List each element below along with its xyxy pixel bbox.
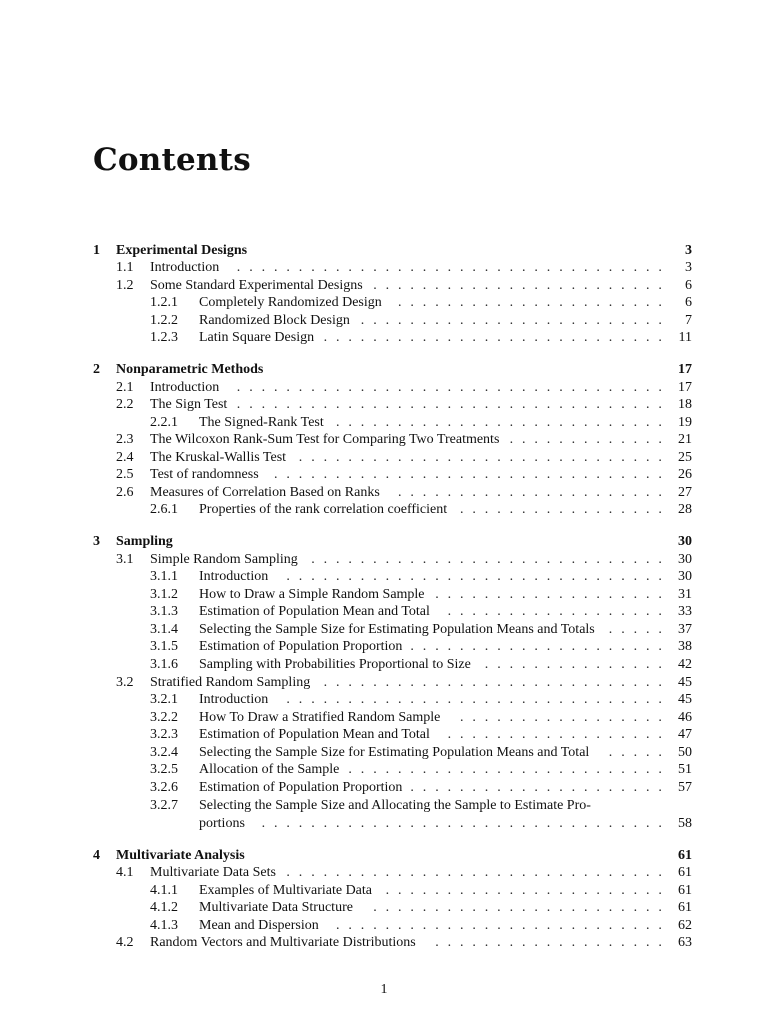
toc-entry-page: 63 bbox=[678, 935, 692, 950]
toc-entry-page: 30 bbox=[678, 534, 692, 549]
toc-entry[interactable] bbox=[0, 568, 768, 586]
toc-entry-title: Selecting the Sample Size for Estimating Population Means and Total bbox=[199, 745, 590, 760]
toc-entry-page: 17 bbox=[678, 380, 692, 395]
toc-dot-leader: ........................ bbox=[373, 900, 671, 915]
toc-entry[interactable] bbox=[0, 449, 768, 467]
toc-dot-leader: ..................... bbox=[410, 639, 671, 654]
toc-entry-title: Estimation of Population Mean and Total bbox=[199, 727, 430, 742]
toc-entry-title: Properties of the rank correlation coefficient bbox=[199, 502, 448, 517]
toc-entry-title: Stratified Random Sampling bbox=[150, 675, 311, 690]
toc-entry-title: Selecting the Sample Size for Estimating Population Means and Totals bbox=[199, 622, 595, 637]
toc-dot-leader: ................. bbox=[460, 502, 671, 517]
toc-entry-page: 3 bbox=[685, 243, 692, 258]
toc-entry-page: 42 bbox=[678, 657, 692, 672]
toc-entry-title: Multivariate Data Structure bbox=[199, 900, 353, 915]
toc-entry[interactable] bbox=[0, 551, 768, 569]
toc-entry-number: 2 bbox=[93, 362, 100, 377]
toc-entry[interactable] bbox=[0, 779, 768, 797]
toc-entry-number: 3.1.4 bbox=[150, 622, 178, 637]
toc-entry-title: Random Vectors and Multivariate Distributions bbox=[150, 935, 416, 950]
toc-entry[interactable] bbox=[0, 379, 768, 397]
toc-entry-page: 46 bbox=[678, 710, 692, 725]
toc-dot-leader: ............................ bbox=[323, 675, 671, 690]
toc-entry-number: 2.2.1 bbox=[150, 415, 178, 430]
toc-entry-page: 26 bbox=[678, 467, 692, 482]
toc-entry[interactable] bbox=[0, 259, 768, 277]
toc-dot-leader: ................................... bbox=[236, 380, 671, 395]
toc-entry-title: How To Draw a Stratified Random Sample bbox=[199, 710, 441, 725]
toc-dot-leader: ......................... bbox=[360, 313, 671, 328]
toc-dot-leader: ...................... bbox=[398, 485, 671, 500]
toc-entry[interactable] bbox=[0, 674, 768, 692]
toc-entry-number: 2.6.1 bbox=[150, 502, 178, 517]
toc-entry-number: 3.2.3 bbox=[150, 727, 178, 742]
toc-entry-title: Completely Randomized Design bbox=[199, 295, 382, 310]
toc-entry-page: 18 bbox=[678, 397, 692, 412]
toc-entry-number: 3.2.4 bbox=[150, 745, 178, 760]
toc-entry-title: Mean and Dispersion bbox=[199, 918, 319, 933]
toc-entry-number: 2.2 bbox=[116, 397, 134, 412]
toc-dot-leader: .......................... bbox=[348, 762, 671, 777]
toc-entry-number: 3.1.5 bbox=[150, 639, 178, 654]
toc-dot-leader: ...................... bbox=[398, 295, 671, 310]
toc-entry-title: Simple Random Sampling bbox=[150, 552, 298, 567]
toc-entry[interactable] bbox=[0, 466, 768, 484]
toc-entry-title: Sampling bbox=[116, 534, 173, 549]
toc-entry[interactable] bbox=[0, 638, 768, 656]
toc-entry-page: 25 bbox=[678, 450, 692, 465]
toc-entry-page: 61 bbox=[678, 883, 692, 898]
toc-entry-page: 61 bbox=[678, 900, 692, 915]
toc-entry-page: 28 bbox=[678, 502, 692, 517]
toc-entry-title: The Sign Test bbox=[150, 397, 228, 412]
toc-entry-number: 2.5 bbox=[116, 467, 134, 482]
toc-entry[interactable] bbox=[0, 414, 768, 432]
toc-entry-page: 11 bbox=[678, 330, 692, 345]
toc-entry-number: 2.6 bbox=[116, 485, 134, 500]
toc-dot-leader: ............................... bbox=[286, 569, 671, 584]
toc-entry-number: 1.2 bbox=[116, 278, 134, 293]
toc-entry-page: 6 bbox=[685, 278, 692, 293]
toc-entry[interactable] bbox=[0, 815, 768, 833]
toc-entry-title: Nonparametric Methods bbox=[116, 362, 264, 377]
toc-entry-title: Estimation of Population Mean and Total bbox=[199, 604, 430, 619]
toc-dot-leader: .................. bbox=[447, 604, 671, 619]
toc-entry-number: 3.2.5 bbox=[150, 762, 178, 777]
toc-entry[interactable] bbox=[0, 484, 768, 502]
toc-entry-number: 4.1.2 bbox=[150, 900, 178, 915]
toc-entry-number: 4.2 bbox=[116, 935, 134, 950]
toc-entry-title: Multivariate Data Sets bbox=[150, 865, 276, 880]
toc-entry-page: 3 bbox=[685, 260, 692, 275]
toc-entry-number: 3.1 bbox=[116, 552, 134, 567]
toc-entry-number: 3.2 bbox=[116, 675, 134, 690]
toc-entry[interactable] bbox=[0, 744, 768, 762]
toc-entry[interactable] bbox=[0, 726, 768, 744]
toc-entry[interactable] bbox=[0, 586, 768, 604]
toc-entry-page: 6 bbox=[685, 295, 692, 310]
toc-chapter-entry[interactable] bbox=[0, 361, 768, 379]
toc-dot-leader: ............................. bbox=[311, 552, 671, 567]
toc-entry[interactable] bbox=[0, 277, 768, 295]
toc-entry-page: 30 bbox=[678, 552, 692, 567]
toc-entry-title: portions bbox=[199, 816, 245, 831]
toc-entry-page: 31 bbox=[678, 587, 692, 602]
toc-entry-title: Test of randomness bbox=[150, 467, 259, 482]
toc-entry[interactable] bbox=[0, 709, 768, 727]
toc-entry-page: 33 bbox=[678, 604, 692, 619]
toc-entry-number: 4 bbox=[93, 848, 100, 863]
toc-chapter-entry[interactable] bbox=[0, 242, 768, 260]
toc-entry-page: 30 bbox=[678, 569, 692, 584]
toc-dot-leader: ................... bbox=[435, 935, 671, 950]
toc-entry[interactable] bbox=[0, 882, 768, 900]
toc-entry-number: 4.1.1 bbox=[150, 883, 178, 898]
toc-entry-page: 61 bbox=[678, 848, 692, 863]
toc-dot-leader: ............................... bbox=[286, 692, 671, 707]
toc-entry-number: 1.2.1 bbox=[150, 295, 178, 310]
toc-chapter-entry[interactable] bbox=[0, 847, 768, 865]
toc-entry-number: 1.2.2 bbox=[150, 313, 178, 328]
toc-entry-page: 45 bbox=[678, 692, 692, 707]
toc-entry-title: Allocation of the Sample bbox=[199, 762, 340, 777]
toc-entry-number: 3.1.1 bbox=[150, 569, 178, 584]
page-number: 1 bbox=[380, 982, 388, 997]
toc-entry-title: Multivariate Analysis bbox=[116, 848, 245, 863]
toc-dot-leader: ................................... bbox=[236, 397, 671, 412]
toc-entry[interactable] bbox=[0, 691, 768, 709]
toc-entry[interactable] bbox=[0, 864, 768, 882]
toc-entry-number: 4.1.3 bbox=[150, 918, 178, 933]
toc-entry-number: 3.2.6 bbox=[150, 780, 178, 795]
toc-entry-title: Introduction bbox=[150, 260, 220, 275]
toc-dot-leader: ................... bbox=[435, 587, 671, 602]
toc-entry[interactable] bbox=[0, 312, 768, 330]
toc-entry-page: 45 bbox=[678, 675, 692, 690]
toc-entry[interactable] bbox=[0, 431, 768, 449]
toc-entry-page: 27 bbox=[678, 485, 692, 500]
toc-dot-leader: ................................... bbox=[236, 260, 671, 275]
toc-entry-number: 4.1 bbox=[116, 865, 134, 880]
toc-entry-page: 58 bbox=[678, 816, 692, 831]
toc-entry-page: 17 bbox=[678, 362, 692, 377]
toc-entry[interactable] bbox=[0, 761, 768, 779]
toc-entry-title: Randomized Block Design bbox=[199, 313, 350, 328]
toc-entry-page: 51 bbox=[678, 762, 692, 777]
toc-entry[interactable] bbox=[0, 396, 768, 414]
toc-entry-title: How to Draw a Simple Random Sample bbox=[199, 587, 425, 602]
toc-entry-title: The Signed-Rank Test bbox=[199, 415, 324, 430]
toc-entry-page: 47 bbox=[678, 727, 692, 742]
toc-entry-title: Introduction bbox=[199, 569, 269, 584]
toc-entry-number: 2.4 bbox=[116, 450, 134, 465]
toc-dot-leader: ............. bbox=[509, 432, 671, 447]
toc-entry-title: The Kruskal-Wallis Test bbox=[150, 450, 287, 465]
toc-entry[interactable] bbox=[0, 934, 768, 952]
toc-entry-page: 61 bbox=[678, 865, 692, 880]
toc-entry[interactable] bbox=[0, 501, 768, 519]
toc-entry-number: 3.2.1 bbox=[150, 692, 178, 707]
toc-entry-title: Estimation of Population Proportion bbox=[199, 639, 403, 654]
toc-entry-number: 1.1 bbox=[116, 260, 134, 275]
toc-entry[interactable] bbox=[0, 603, 768, 621]
toc-entry-title: Experimental Designs bbox=[116, 243, 248, 258]
toc-entry-number: 3.1.2 bbox=[150, 587, 178, 602]
toc-dot-leader: ............................ bbox=[323, 330, 671, 345]
toc-entry[interactable] bbox=[0, 621, 768, 639]
toc-entry-title: Latin Square Design bbox=[199, 330, 315, 345]
toc-entry-page: 7 bbox=[685, 313, 692, 328]
toc-entry[interactable] bbox=[0, 329, 768, 347]
toc-entry[interactable] bbox=[0, 294, 768, 312]
toc-entry-title: The Wilcoxon Rank-Sum Test for Comparing Two Treatments bbox=[150, 432, 500, 447]
toc-chapter-entry[interactable] bbox=[0, 533, 768, 551]
toc-entry-page: 37 bbox=[678, 622, 692, 637]
toc-entry-number: 3.1.6 bbox=[150, 657, 178, 672]
toc-dot-leader: .................. bbox=[447, 727, 671, 742]
toc-dot-leader: ........................... bbox=[336, 415, 671, 430]
toc-entry-number: 1 bbox=[93, 243, 100, 258]
toc-entry-title: Sampling with Probabilities Proportional to Size bbox=[199, 657, 471, 672]
toc-dot-leader: ........................ bbox=[373, 278, 671, 293]
toc-entry-title: Selecting the Sample Size and Allocating the Sample to Estimate Pro- bbox=[199, 798, 591, 813]
toc-entry-title: Some Standard Experimental Designs bbox=[150, 278, 363, 293]
toc-dot-leader: ................................. bbox=[261, 816, 671, 831]
toc-dot-leader: ................. bbox=[460, 710, 671, 725]
toc-entry[interactable] bbox=[0, 656, 768, 674]
toc-entry-title: Introduction bbox=[199, 692, 269, 707]
toc-entry-page: 62 bbox=[678, 918, 692, 933]
toc-dot-leader: ....................... bbox=[385, 883, 671, 898]
contents-title: Contents bbox=[93, 142, 251, 178]
toc-entry-title: Examples of Multivariate Data bbox=[199, 883, 372, 898]
toc-entry-page: 21 bbox=[678, 432, 692, 447]
toc-entry-page: 19 bbox=[678, 415, 692, 430]
toc-dot-leader: ..................... bbox=[410, 780, 671, 795]
toc-entry-page: 38 bbox=[678, 639, 692, 654]
toc-dot-leader: .............................. bbox=[298, 450, 671, 465]
toc-entry-number: 3.2.2 bbox=[150, 710, 178, 725]
toc-dot-leader: ............................... bbox=[286, 865, 671, 880]
toc-entry-page: 57 bbox=[678, 780, 692, 795]
toc-entry-number: 1.2.3 bbox=[150, 330, 178, 345]
toc-entry-number: 3.2.7 bbox=[150, 798, 178, 813]
toc-entry-number: 2.3 bbox=[116, 432, 134, 447]
toc-entry-title: Estimation of Population Proportion bbox=[199, 780, 403, 795]
toc-dot-leader: ..... bbox=[608, 622, 671, 637]
toc-entry[interactable] bbox=[0, 917, 768, 935]
toc-dot-leader: ................................ bbox=[274, 467, 671, 482]
toc-entry-title: Introduction bbox=[150, 380, 220, 395]
toc-dot-leader: ............... bbox=[484, 657, 671, 672]
toc-entry-number: 2.1 bbox=[116, 380, 134, 395]
toc-entry[interactable] bbox=[0, 797, 768, 815]
toc-dot-leader: ..... bbox=[608, 745, 671, 760]
toc-entry-title: Measures of Correlation Based on Ranks bbox=[150, 485, 380, 500]
toc-entry-number: 3 bbox=[93, 534, 100, 549]
toc-entry-number: 3.1.3 bbox=[150, 604, 178, 619]
toc-entry[interactable] bbox=[0, 899, 768, 917]
toc-entry-page: 50 bbox=[678, 745, 692, 760]
toc-dot-leader: ........................... bbox=[336, 918, 671, 933]
